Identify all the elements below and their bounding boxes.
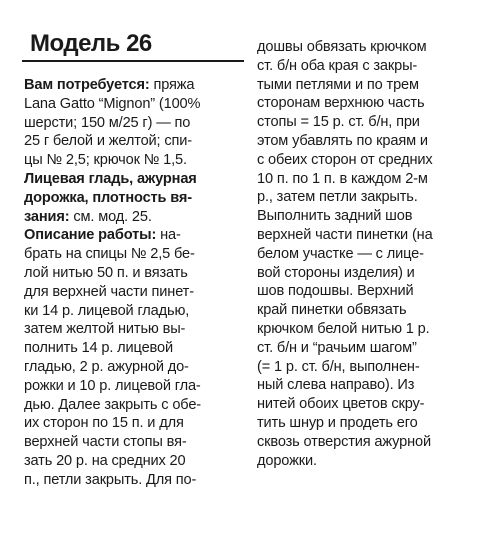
right-text-line: тыми петлями и по трем (257, 76, 419, 93)
right-text-line: сквозь отверстия ажурной (257, 433, 431, 450)
text-run: для верхней части пинет- (24, 283, 194, 300)
bold-heading-run: Лицевая гладь, ажурная (24, 170, 197, 187)
left-text-line (24, 471, 201, 490)
text-run: рожки и 10 р. лицевой гла- (24, 377, 201, 394)
text-run: дью. Далее закрыть с обе- (24, 396, 202, 413)
right-text-line: крючком белой нитью 1 р. (257, 320, 430, 337)
left-text-line (24, 358, 201, 377)
text-run: гладью, 2 р. ажурной до- (24, 358, 189, 375)
right-text-line: ст. б/н и “рачьим шагом” (257, 339, 417, 356)
left-text-line (24, 226, 201, 245)
left-text-line (24, 189, 201, 208)
bold-heading-run: Вам потребуется: (24, 77, 150, 93)
right-text-line: р., затем петли закрыть. (257, 189, 418, 206)
text-run: лой нитью 50 п. и вязать (24, 264, 188, 281)
right-text-line: с обеих сторон от средних (257, 151, 433, 168)
right-text-line: сторонам верхнюю часть (257, 95, 425, 112)
text-run: Lana Gatto “Mignon” (100% (24, 95, 201, 112)
right-text-line: белом участке — с лице- (257, 245, 424, 262)
text-run: шерсти; 150 м/25 г) — по (24, 114, 191, 131)
text-run: цы № 2,5; крючок № 1,5. (24, 152, 187, 169)
bold-heading-run: зания: (24, 208, 70, 225)
left-text-line (24, 414, 201, 433)
left-text-line (24, 452, 201, 471)
left-text-line (24, 283, 201, 302)
text-run: их сторон по 15 п. и для (24, 415, 184, 432)
left-text-line (24, 245, 201, 264)
right-text-line: дошвы обвязать крючком (257, 39, 427, 55)
right-text-line: 10 п. по 1 п. в каждом 2-м (257, 170, 428, 187)
title-underline (22, 60, 244, 62)
left-text-line (24, 151, 201, 170)
left-text-line (24, 170, 201, 189)
left-text-line (24, 433, 201, 452)
text-run: затем желтой нитью вы- (24, 321, 186, 338)
left-text-line (24, 114, 201, 133)
left-text-line (24, 320, 201, 339)
right-text-line: верхней части пинетки (на (257, 226, 433, 243)
right-text-line: этом убавлять по краям и (257, 132, 428, 149)
text-run: на- (156, 227, 181, 244)
text-run: полнить 14 р. лицевой (24, 340, 173, 357)
right-column (257, 38, 469, 470)
left-text-line (24, 377, 201, 396)
left-text-line (24, 208, 201, 227)
text-run: пряжа (149, 77, 195, 93)
right-text-line: ст. б/н оба края с закры- (257, 57, 418, 74)
right-text-line: нитей обоих цветов скру- (257, 396, 425, 413)
right-text-line: ный слева направо). Из (257, 377, 415, 394)
right-text-line: край пинетки обвязать (257, 302, 407, 319)
left-text-line (24, 302, 201, 321)
left-text-line (24, 95, 201, 114)
right-text-line: тить шнур и продеть его (257, 414, 418, 431)
left-text-line (24, 76, 201, 95)
left-text-line (24, 396, 201, 415)
page-title: Модель 26 (30, 30, 152, 57)
left-text-line (24, 339, 201, 358)
text-run: ки 14 р. лицевой гладью, (24, 302, 190, 319)
bold-heading-run: Описание работы: (24, 227, 157, 244)
right-text-line: (= 1 р. ст. б/н, выполнен- (257, 358, 420, 375)
right-text-line: вой стороны изделия) и (257, 264, 415, 281)
right-text-line: дорожки. (257, 452, 317, 469)
text-run: верхней части стопы вя- (24, 434, 187, 451)
text-run: п., петли закрыть. Для по- (24, 471, 197, 488)
left-text-line (24, 132, 201, 151)
text-run: 25 г белой и желтой; спи- (24, 133, 192, 150)
right-text-line: Выполнить задний шов (257, 208, 413, 225)
text-run: см. мод. 25. (69, 208, 152, 225)
left-column-text (24, 76, 201, 490)
text-run: брать на спицы № 2,5 бе- (24, 246, 195, 263)
text-run: зать 20 р. на средних 20 (24, 452, 186, 469)
right-text-line: стопы = 15 р. ст. б/н, при (257, 114, 420, 131)
right-text-line: шов подошвы. Верхний (257, 283, 414, 300)
left-text-line (24, 264, 201, 283)
bold-heading-run: дорожка, плотность вя- (24, 189, 192, 206)
